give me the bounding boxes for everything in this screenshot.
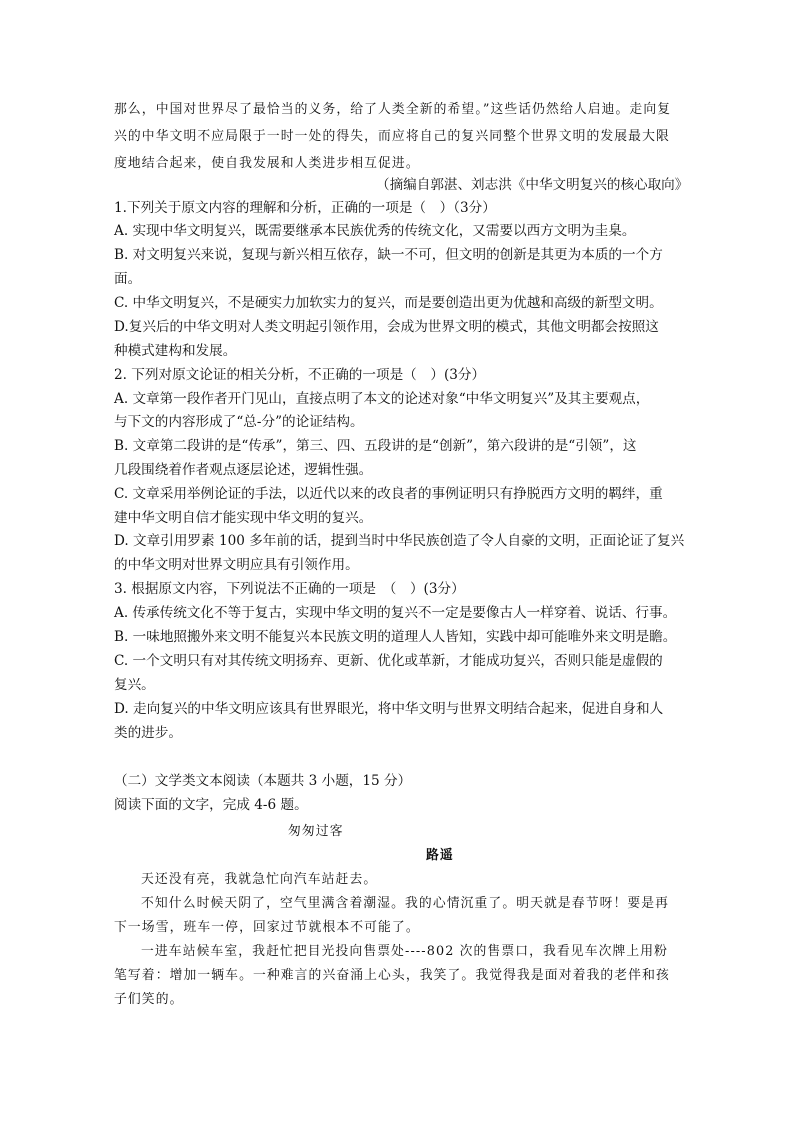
- question-3-option-c: C. 一个文明只有对其传统文明扬弃、更新、优化或革新，才能成功复兴，否则只能是虚假的: [114, 653, 663, 669]
- story-paragraph: 天还没有亮，我就急忙向汽车站赶去。: [141, 872, 378, 887]
- reading-instruction: 阅读下面的文字，完成 4-6 题。: [114, 797, 308, 813]
- question-2-option-a: A. 文章第一段作者开门见山，直接点明了本文的论述对象“中华文明复兴”及其主要观点，: [114, 391, 650, 407]
- question-2-option-b: B. 文章第二段讲的是“传承”，第三、四、五段讲的是“创新”，第六段讲的是“引领”，这: [114, 438, 637, 454]
- question-3-option-b: B. 一味地照搬外来文明不能复兴本民族文明的道理人人皆知，实践中却可能唯外来文明是瞻。: [114, 629, 677, 645]
- intro-line: 兴的中华文明不应局限于一时一处的得失，而应将自己的复兴同整个世界文明的发展最大限: [114, 129, 670, 144]
- question-3-option-a: A. 传承传统文化不等于复古，实现中华文明的复兴不一定是要像古人一样穿着、说话、行事。: [114, 605, 677, 621]
- question-2-stem: 2. 下列对原文论证的相关分析，不正确的一项是（ ）(3分）: [114, 367, 486, 383]
- question-1-option-b: 面。: [114, 271, 142, 287]
- question-2-option-d: D. 文章引用罗素 100 多年前的话，提到当时中华民族创造了令人自豪的文明，正面论证了复兴: [114, 533, 685, 549]
- question-1-option-c: C. 中华文明复兴，不是硬实力加软实力的复兴，而是要创造出更为优越和高级的新型文明。: [114, 295, 663, 311]
- story-paragraph: 不知什么时候天阴了，空气里满含着潮湿。我的心情沉重了。明天就是春节呀！要是再: [141, 896, 670, 911]
- question-1-option-b: B. 对文明复兴来说，复现与新兴相互依存，缺一不可，但文明的创新是其更为本质的一个方: [114, 247, 663, 263]
- question-1-option-a: A. 实现中华文明复兴，既需要继承本民族优秀的传统文化，又需要以西方文明为圭臬。: [114, 223, 636, 239]
- story-author: 路遥: [426, 848, 454, 863]
- question-3-option-d: 类的进步。: [114, 725, 182, 741]
- section-heading: （二）文学类文本阅读（本题共 3 小题，15 分）: [114, 773, 412, 789]
- question-1-option-d: 种模式建构和发展。: [114, 343, 237, 359]
- question-2-option-b: 几段围绕着作者观点逐层论述，逻辑性强。: [114, 462, 373, 478]
- question-3-option-c: 复兴。: [114, 677, 155, 693]
- question-1-option-d: D.复兴后的中华文明对人类文明起引领作用，会成为世界文明的模式，其他文明都会按照这: [114, 319, 659, 335]
- intro-line: 度地结合起来，使自我发展和人类进步相互促进。: [114, 156, 420, 171]
- intro-line: 那么，中国对世界尽了最恰当的义务，给了人类全新的希望。”这些话仍然给人启迪。走向复: [114, 102, 672, 117]
- story-title: 匆匆过客: [288, 824, 344, 839]
- story-paragraph: 子们笑的。: [114, 992, 184, 1007]
- question-2-option-a: 与下文的内容形成了“总-分”的论证结构。: [114, 414, 364, 430]
- story-paragraph: 下一场雪，班车一停，回家过节就根本不可能了。: [114, 920, 420, 935]
- question-2-option-d: 的中华文明对世界文明应具有引领作用。: [114, 557, 359, 573]
- question-2-option-c: C. 文章采用举例论证的手法，以近代以来的改良者的事例证明只有挣脱西方文明的羁绊，重: [114, 486, 663, 502]
- source-citation: （摘编自郭湛、刘志洪《中华文明复兴的核心取向》: [376, 177, 689, 193]
- question-1-stem: 1.下列关于原文内容的理解和分析，正确的一项是（ ）（3分）: [114, 200, 496, 216]
- story-paragraph: 一进车站候车室，我赶忙把目光投向售票处----802 次的售票口，我看见车次牌上用粉: [141, 944, 669, 959]
- story-paragraph: 笔写着：增加一辆车。一种难言的兴奋涌上心头，我笑了。我觉得我是面对着我的老伴和孩: [114, 968, 670, 983]
- question-3-option-d: D. 走向复兴的中华文明应该具有世界眼光，将中华文明与世界文明结合起来，促进自身和人: [114, 701, 664, 717]
- question-3-stem: 3. 根据原文内容，下列说法不正确的一项是 （ ）(3分）: [114, 581, 465, 597]
- question-2-option-c: 建中华文明自信才能实现中华文明的复兴。: [114, 510, 373, 526]
